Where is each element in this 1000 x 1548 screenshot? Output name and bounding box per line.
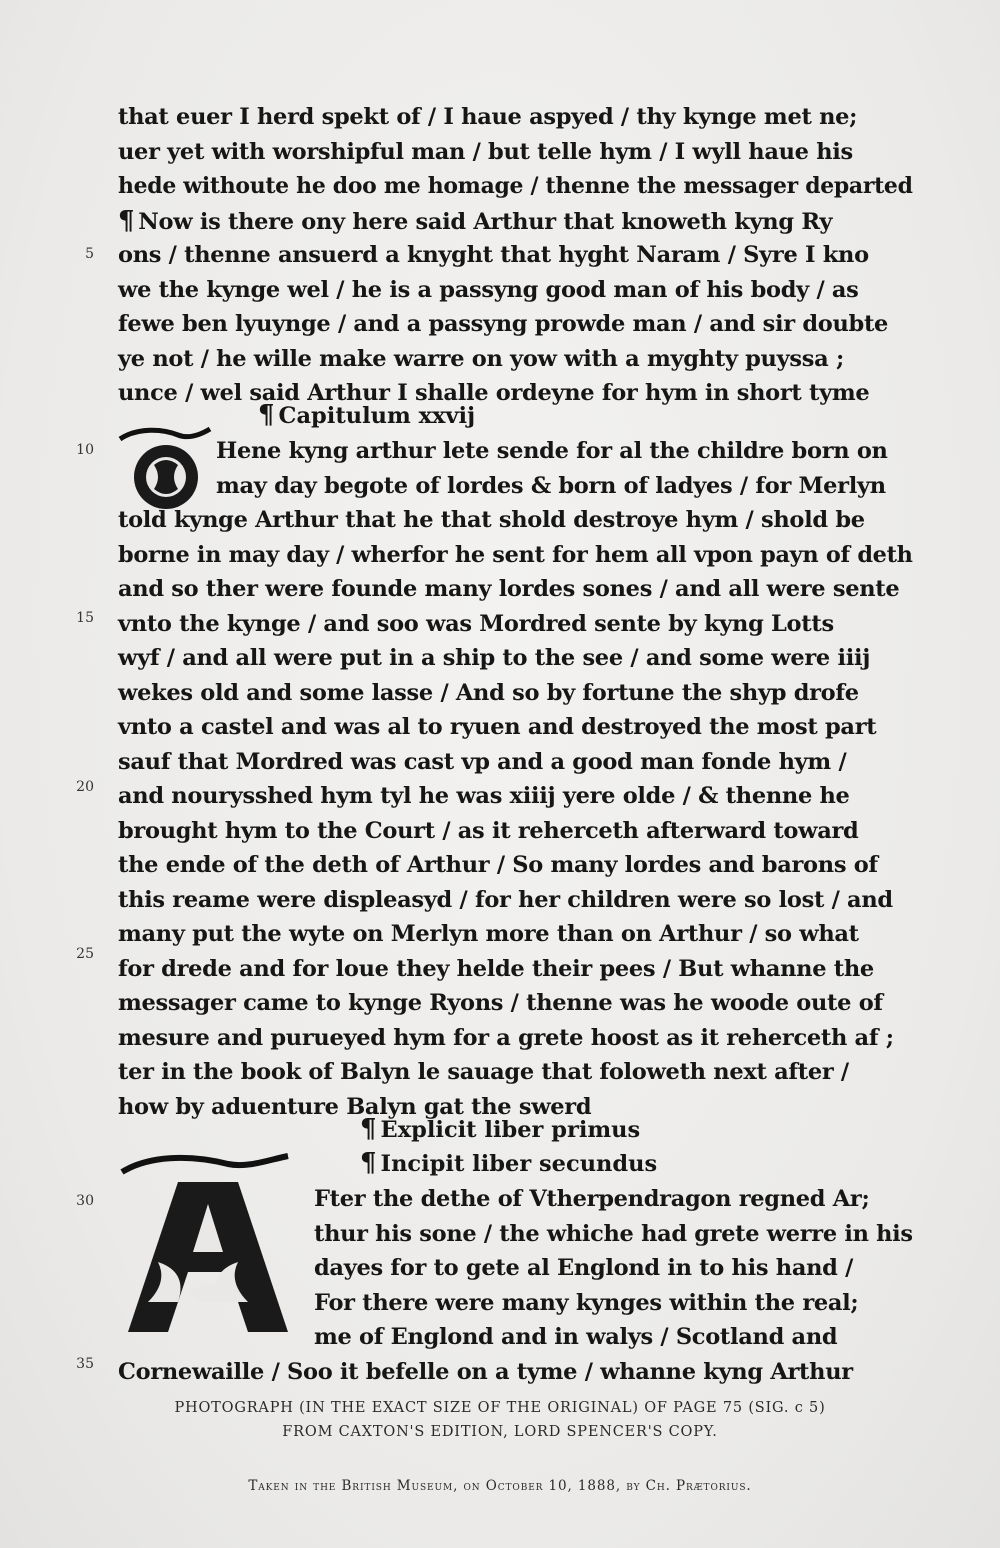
line-number: 25 bbox=[76, 946, 94, 962]
text-line: may day begote of lordes & born of ladyes / for Merlyn bbox=[216, 472, 886, 499]
line-number: 5 bbox=[85, 246, 94, 262]
text-line: ye not / he wille make warre on yow with a myghty puyssa ; bbox=[118, 345, 844, 372]
pilcrow-icon: ¶ bbox=[360, 1148, 377, 1178]
text-line: wekes old and some lasse / And so by fortune the shyp drofe bbox=[118, 679, 859, 706]
text-line: Hene kyng arthur lete sende for al the childre born on bbox=[216, 438, 888, 464]
text-line: borne in may day / wherfor he sent for hem all vpon payn of deth bbox=[118, 541, 913, 568]
text-line: for drede and for loue they helde their pees / But whanne the bbox=[118, 955, 874, 982]
text-line: ter in the book of Balyn le sauage that foloweth next after / bbox=[118, 1059, 849, 1085]
text-line-content: Now is there ony here said Arthur that knoweth kyng Ry bbox=[138, 208, 833, 235]
line-number: 30 bbox=[76, 1193, 94, 1209]
text-line: vnto a castel and was al to ryuen and destroyed the most part bbox=[118, 714, 877, 740]
text-line: and so ther were founde many lordes sones / and all were sente bbox=[118, 576, 900, 602]
line-number: 20 bbox=[76, 779, 94, 795]
text-line: wyf / and all were put in a ship to the see / and some were iiij bbox=[118, 645, 871, 671]
explicit-heading bbox=[360, 1114, 640, 1144]
text-line: many put the wyte on Merlyn more than on Arthur / so what bbox=[118, 921, 859, 947]
incipit-text: Incipit liber secundus bbox=[380, 1151, 658, 1177]
line-number: 35 bbox=[76, 1356, 94, 1372]
caption-line-3: Taken in the British Museum, on October 10, 1888, by Ch. Prætorius. bbox=[248, 1478, 752, 1494]
text-line: told kynge Arthur that he that shold destroye hym / shold be bbox=[118, 507, 865, 533]
text-line: we the kynge wel / he is a passyng good man of his body / as bbox=[118, 276, 859, 303]
pilcrow-icon: ¶ bbox=[258, 400, 275, 430]
text-line: Fter the dethe of Vtherpendragon regned Ar; bbox=[314, 1186, 870, 1212]
text-line: Cornewaille / Soo it befelle on a tyme / whanne kyng Arthur bbox=[118, 1358, 853, 1385]
text-line: For there were many kynges within the real; bbox=[314, 1289, 859, 1316]
initial-flourish-icon bbox=[118, 425, 213, 513]
text-line: this reame were displeasyd / for her children were so lost / and bbox=[118, 886, 893, 913]
text-line: ons / thenne ansuerd a knyght that hyght Naram / Syre I kno bbox=[118, 242, 869, 268]
text-line bbox=[118, 204, 832, 238]
text-line: that euer I herd spekt of / I haue aspyed / thy kynge met ne; bbox=[118, 104, 858, 130]
chapter-heading bbox=[258, 400, 475, 430]
text-line: messager came to kynge Ryons / thenne was he woode oute of bbox=[118, 990, 883, 1016]
text-line: hede withoute he doo me homage / thenne the messager departed bbox=[118, 173, 913, 199]
line-number: 10 bbox=[76, 442, 94, 458]
incipit-heading bbox=[360, 1148, 657, 1178]
text-line: sauf that Mordred was cast vp and a good man fonde hym / bbox=[118, 748, 847, 775]
text-line: thur his sone / the whiche had grete werre in his bbox=[314, 1220, 913, 1247]
decorated-initial-t bbox=[118, 425, 213, 513]
text-line: unce / wel said Arthur I shalle ordeyne for hym in short tyme bbox=[118, 380, 870, 406]
caption-line-2: FROM CAXTON'S EDITION, LORD SPENCER'S COPY. bbox=[282, 1424, 718, 1440]
text-line: uer yet with worshipful man / but telle hym / I wyll haue his bbox=[118, 138, 853, 165]
decorated-initial-a bbox=[118, 1152, 296, 1342]
pilcrow-icon: ¶ bbox=[118, 205, 135, 236]
text-line: brought hym to the Court / as it reherceth afterward toward bbox=[118, 817, 859, 844]
initial-ornament-icon bbox=[118, 1152, 296, 1342]
text-line: how by aduenture Balyn gat the swerd bbox=[118, 1093, 592, 1120]
text-line: and nourysshed hym tyl he was xiiij yere olde / & thenne he bbox=[118, 783, 850, 809]
explicit-text: Explicit liber primus bbox=[380, 1117, 641, 1143]
caption-line-1: PHOTOGRAPH (IN THE EXACT SIZE OF THE ORIGINAL) OF PAGE 75 (SIG. c 5) bbox=[174, 1400, 826, 1416]
text-line: mesure and purueyed hym for a grete hoost as it reherceth af ; bbox=[118, 1024, 894, 1051]
line-number: 15 bbox=[76, 610, 94, 626]
text-line: me of Englond and in walys / Scotland and bbox=[314, 1324, 838, 1350]
text-line: dayes for to gete al Englond in to his hand / bbox=[314, 1255, 854, 1281]
text-line: the ende of the deth of Arthur / So many lordes and barons of bbox=[118, 852, 878, 878]
text-line: fewe ben lyuynge / and a passyng prowde man / and sir doubte bbox=[118, 311, 889, 337]
pilcrow-icon: ¶ bbox=[360, 1114, 377, 1144]
text-line: vnto the kynge / and soo was Mordred sente by kyng Lotts bbox=[118, 610, 834, 637]
chapter-heading-text: Capitulum xxvij bbox=[278, 403, 476, 429]
